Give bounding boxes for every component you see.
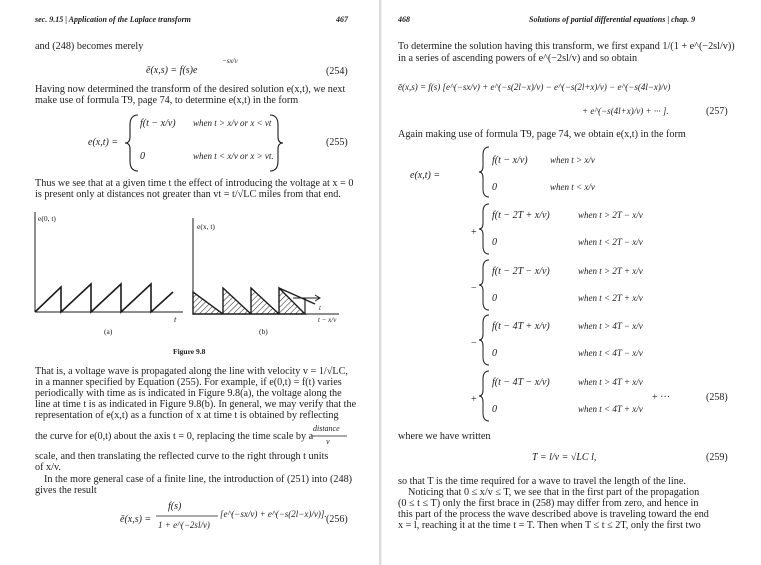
- equation-255-cond1: when t > x/v or x < vt: [193, 118, 272, 128]
- paragraph-line: In the more general case of a finite line, the introduction of (251) into (248): [44, 474, 353, 485]
- right-page: [382, 0, 761, 565]
- fraction-denominator: v: [326, 437, 330, 446]
- paragraph: where we have written: [398, 431, 491, 442]
- brace: [479, 370, 491, 422]
- equation-number-256: (256): [326, 514, 348, 525]
- page-number: 467: [336, 15, 348, 24]
- equation-256-denominator: 1 + e^(−2sl/v): [158, 520, 210, 530]
- paragraph-line: so that T is the time required for a wave to travel the length of the line.: [398, 476, 686, 487]
- eq258-block5-case1: f(t − 4T − x/v): [492, 377, 550, 388]
- figure-b-t-label: t: [319, 304, 321, 312]
- paragraph-line: periodically with time as is indicated in Figure 9.8(a), the voltage along the: [35, 388, 342, 399]
- brace: [479, 203, 491, 255]
- equation-256-rhs: [e^(−sx/v) + e^(−s(2l−x)/v)].: [220, 509, 327, 519]
- paragraph-line: To determine the solution having this transform, we first expand 1/(1 + e^(−2sl/v)): [398, 41, 735, 52]
- eq258-block1-cond1: when t > x/v: [550, 155, 595, 165]
- paragraph: Again making use of formula T9, page 74, we obtain e(x,t) in the form: [398, 129, 686, 140]
- paragraph-line: Having now determined the transform of the desired solution e(x,t), we next: [35, 84, 346, 95]
- paragraph-line: in a manner specified by Equation (255). For example, if e(0,t) = f(t) varies: [35, 377, 342, 388]
- eq258-tail: + ···: [652, 392, 671, 403]
- paragraph-line: the curve for e(0,t) about the axis t = 0, replacing the time scale by a: [35, 431, 314, 442]
- running-header-right: Solutions of partial differential equations | chap. 9: [529, 15, 696, 24]
- figure-a-tag: (a): [104, 327, 113, 336]
- brace: [479, 259, 491, 311]
- figure-caption: Figure 9.8: [173, 347, 206, 356]
- page-number: 468: [398, 15, 410, 24]
- paragraph-line: (0 ≤ t ≤ T) only the first brace in (258) may differ from zero, and hence in: [398, 498, 699, 509]
- eq258-block1-cond2: when t < x/v: [550, 182, 595, 192]
- eq258-block3-case2: 0: [492, 293, 497, 304]
- equation-256-numerator: f(s): [168, 501, 182, 512]
- paragraph: and (248) becomes merely: [35, 41, 144, 52]
- paragraph-line: Noticing that 0 ≤ x/v ≤ T, we see that in the first part of the propagation: [408, 487, 700, 498]
- equation-254: ē(x,s) = f(s)e: [146, 65, 198, 76]
- equation-number-258: (258): [706, 392, 728, 403]
- figure-a-axis-label: e(0, t): [38, 214, 56, 223]
- equation-256-fraction-bar: [156, 515, 218, 517]
- equation-255-lhs: e(x,t) =: [88, 137, 119, 148]
- paragraph-line: x = l, reaching it at the time t = T. Then when T ≤ t ≤ 2T, only the first two: [398, 520, 701, 531]
- eq258-block2-cond1: when t > 2T − x/v: [578, 210, 643, 220]
- figure-b-axis-label: e(x, t): [197, 222, 215, 231]
- equation-256-lhs: ē(x,s) =: [120, 514, 152, 525]
- paragraph-line: line at time t is as indicated in Figure 9.8(b). In general, we may verify that the: [35, 399, 357, 410]
- paragraph-line: is present only at distances not greater than vt = t/√LC miles from that end.: [35, 189, 341, 200]
- paragraph-line: scale, and then translating the reflected curve to the right through t units: [35, 451, 329, 462]
- equation-255-cond2: when t < x/v or x > vt.: [193, 151, 274, 161]
- paragraph-line: representation of e(x,t) as a function of x at time t is obtained by reflecting: [35, 410, 339, 421]
- eq258-block5-cond2: when t < 4T + x/v: [578, 404, 643, 414]
- eq258-block5-case2: 0: [492, 404, 497, 415]
- brace: [479, 314, 491, 366]
- equation-number-259: (259): [706, 452, 728, 463]
- equation-number-254: (254): [326, 66, 348, 77]
- running-header-left: sec. 9.15 | Application of the Laplace transform: [35, 15, 191, 24]
- eq258-block3-sign: −: [471, 283, 477, 294]
- eq258-block4-case2: 0: [492, 348, 497, 359]
- eq258-block2-case1: f(t − 2T + x/v): [492, 210, 550, 221]
- figure-b-xv-label: t − x/v: [318, 316, 337, 324]
- figure-9-8a-sawtooth: [35, 212, 185, 322]
- eq258-block1-case2: 0: [492, 182, 497, 193]
- paragraph-line: of x/v.: [35, 462, 61, 473]
- equation-number-257: (257): [706, 106, 728, 117]
- fraction-numerator: distance: [313, 424, 340, 433]
- figure-b-tag: (b): [259, 327, 268, 336]
- paragraph-line: this part of the process the wave described above is traveling toward the end: [398, 509, 709, 520]
- equation-258-lhs: e(x,t) =: [410, 170, 441, 181]
- paragraph-line: Thus we see that at a given time t the effect of introducing the voltage at x = 0: [35, 178, 354, 189]
- eq258-block4-cond2: when t < 4T − x/v: [578, 348, 643, 358]
- eq258-block1-case1: f(t − x/v): [492, 155, 528, 166]
- equation-255-case1: f(t − x/v): [140, 118, 176, 129]
- equation-255-case2: 0: [140, 151, 145, 162]
- equation-257-line2: + e^(−s(4l+x)/v) + ··· ].: [582, 106, 669, 116]
- left-page: [0, 0, 379, 565]
- equation-number-255: (255): [326, 137, 348, 148]
- paragraph-line: gives the result: [35, 485, 97, 496]
- brace: [479, 146, 491, 198]
- eq258-block4-cond1: when t > 4T − x/v: [578, 321, 643, 331]
- paragraph-line: That is, a voltage wave is propagated along the line with velocity v = 1/√LC,: [35, 366, 348, 377]
- eq258-block4-case1: f(t − 4T + x/v): [492, 321, 550, 332]
- figure-a-t-label: t: [174, 314, 177, 324]
- paragraph-line: in a series of ascending powers of e^(−2sl/v) and so obtain: [398, 53, 638, 64]
- eq258-block4-sign: −: [471, 338, 477, 349]
- eq258-block3-cond1: when t > 2T + x/v: [578, 266, 643, 276]
- paragraph-line: make use of formula T9, page 74, to determine e(x,t) in the form: [35, 95, 299, 106]
- equation-254-exponent: −sx/v: [222, 57, 238, 65]
- eq258-block5-sign: +: [471, 394, 477, 405]
- eq258-block3-case1: f(t − 2T − x/v): [492, 266, 550, 277]
- equation-259: T = l/v = √LC l,: [532, 452, 597, 463]
- eq258-block2-sign: +: [471, 227, 477, 238]
- eq258-block3-cond2: when t < 2T + x/v: [578, 293, 643, 303]
- eq258-block2-cond2: when t < 2T − x/v: [578, 237, 643, 247]
- equation-257-line1: ē(x,s) = f(s) [e^(−sx/v) + e^(−s(2l−x)/v) − e^(−s(2l+x)/v) − e^(−s(4l−x)/v): [398, 82, 671, 92]
- eq258-block5-cond1: when t > 4T + x/v: [578, 377, 643, 387]
- eq258-block2-case2: 0: [492, 237, 497, 248]
